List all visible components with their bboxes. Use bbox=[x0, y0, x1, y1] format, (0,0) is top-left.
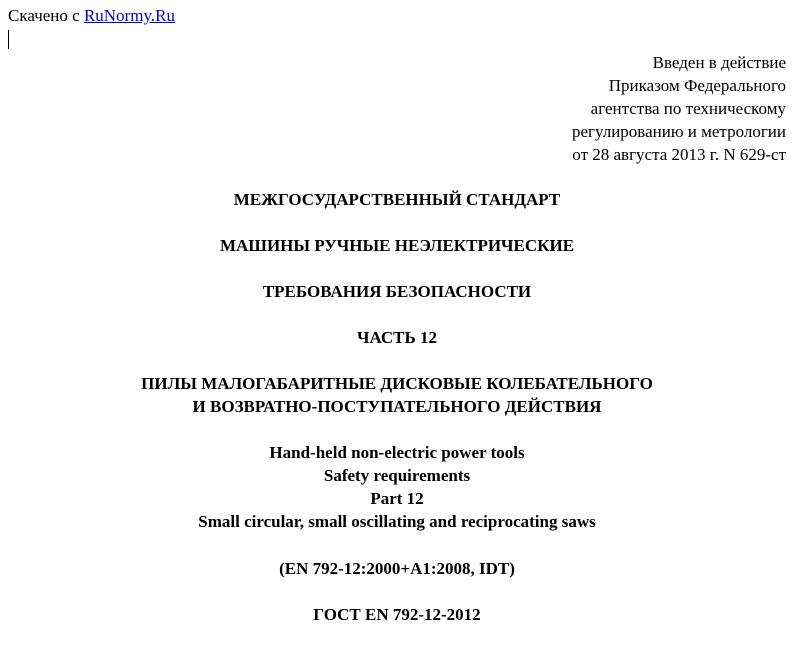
subject-line-2: И ВОЗВРАТНО-ПОСТУПАТЕЛЬНОГО ДЕЙСТВИЯ bbox=[192, 397, 602, 416]
english-title-line-2: Safety requirements bbox=[323, 466, 471, 485]
main-title: МАШИНЫ РУЧНЫЕ НЕЭЛЕКТРИЧЕСКИЕ bbox=[219, 236, 575, 255]
subject-line-1: ПИЛЫ МАЛОГАБАРИТНЫЕ ДИСКОВЫЕ КОЛЕБАТЕЛЬНОГО bbox=[141, 374, 653, 393]
subtitle: ТРЕБОВАНИЯ БЕЗОПАСНОСТИ bbox=[262, 282, 532, 301]
english-title-line-3: Part 12 bbox=[370, 489, 424, 508]
text-cursor bbox=[8, 30, 9, 49]
equivalence-reference: (EN 792-12:2000+A1:2008, IDT) bbox=[279, 559, 515, 578]
source-link[interactable]: RuNormy.Ru bbox=[83, 6, 175, 25]
enactment-line: Введен в действие bbox=[652, 53, 786, 72]
standard-type-heading: МЕЖГОСУДАРСТВЕННЫЙ СТАНДАРТ bbox=[233, 190, 561, 209]
english-title-line-4: Small circular, small oscillating and reciprocating saws bbox=[198, 512, 596, 531]
source-line bbox=[8, 5, 175, 27]
source-prefix: Скачено с bbox=[8, 6, 84, 25]
enactment-block bbox=[572, 51, 786, 166]
english-title-line-1: Hand-held non-electric power tools bbox=[269, 443, 525, 462]
standard-designation: ГОСТ EN 792-12-2012 bbox=[313, 605, 481, 624]
enactment-line: от 28 августа 2013 г. N 629-ст bbox=[572, 145, 786, 164]
enactment-line: регулированию и метрологии bbox=[571, 122, 786, 141]
part-heading: ЧАСТЬ 12 bbox=[356, 328, 437, 347]
enactment-line: Приказом Федерального bbox=[608, 76, 786, 95]
enactment-line: агентства по техническому bbox=[590, 99, 786, 118]
